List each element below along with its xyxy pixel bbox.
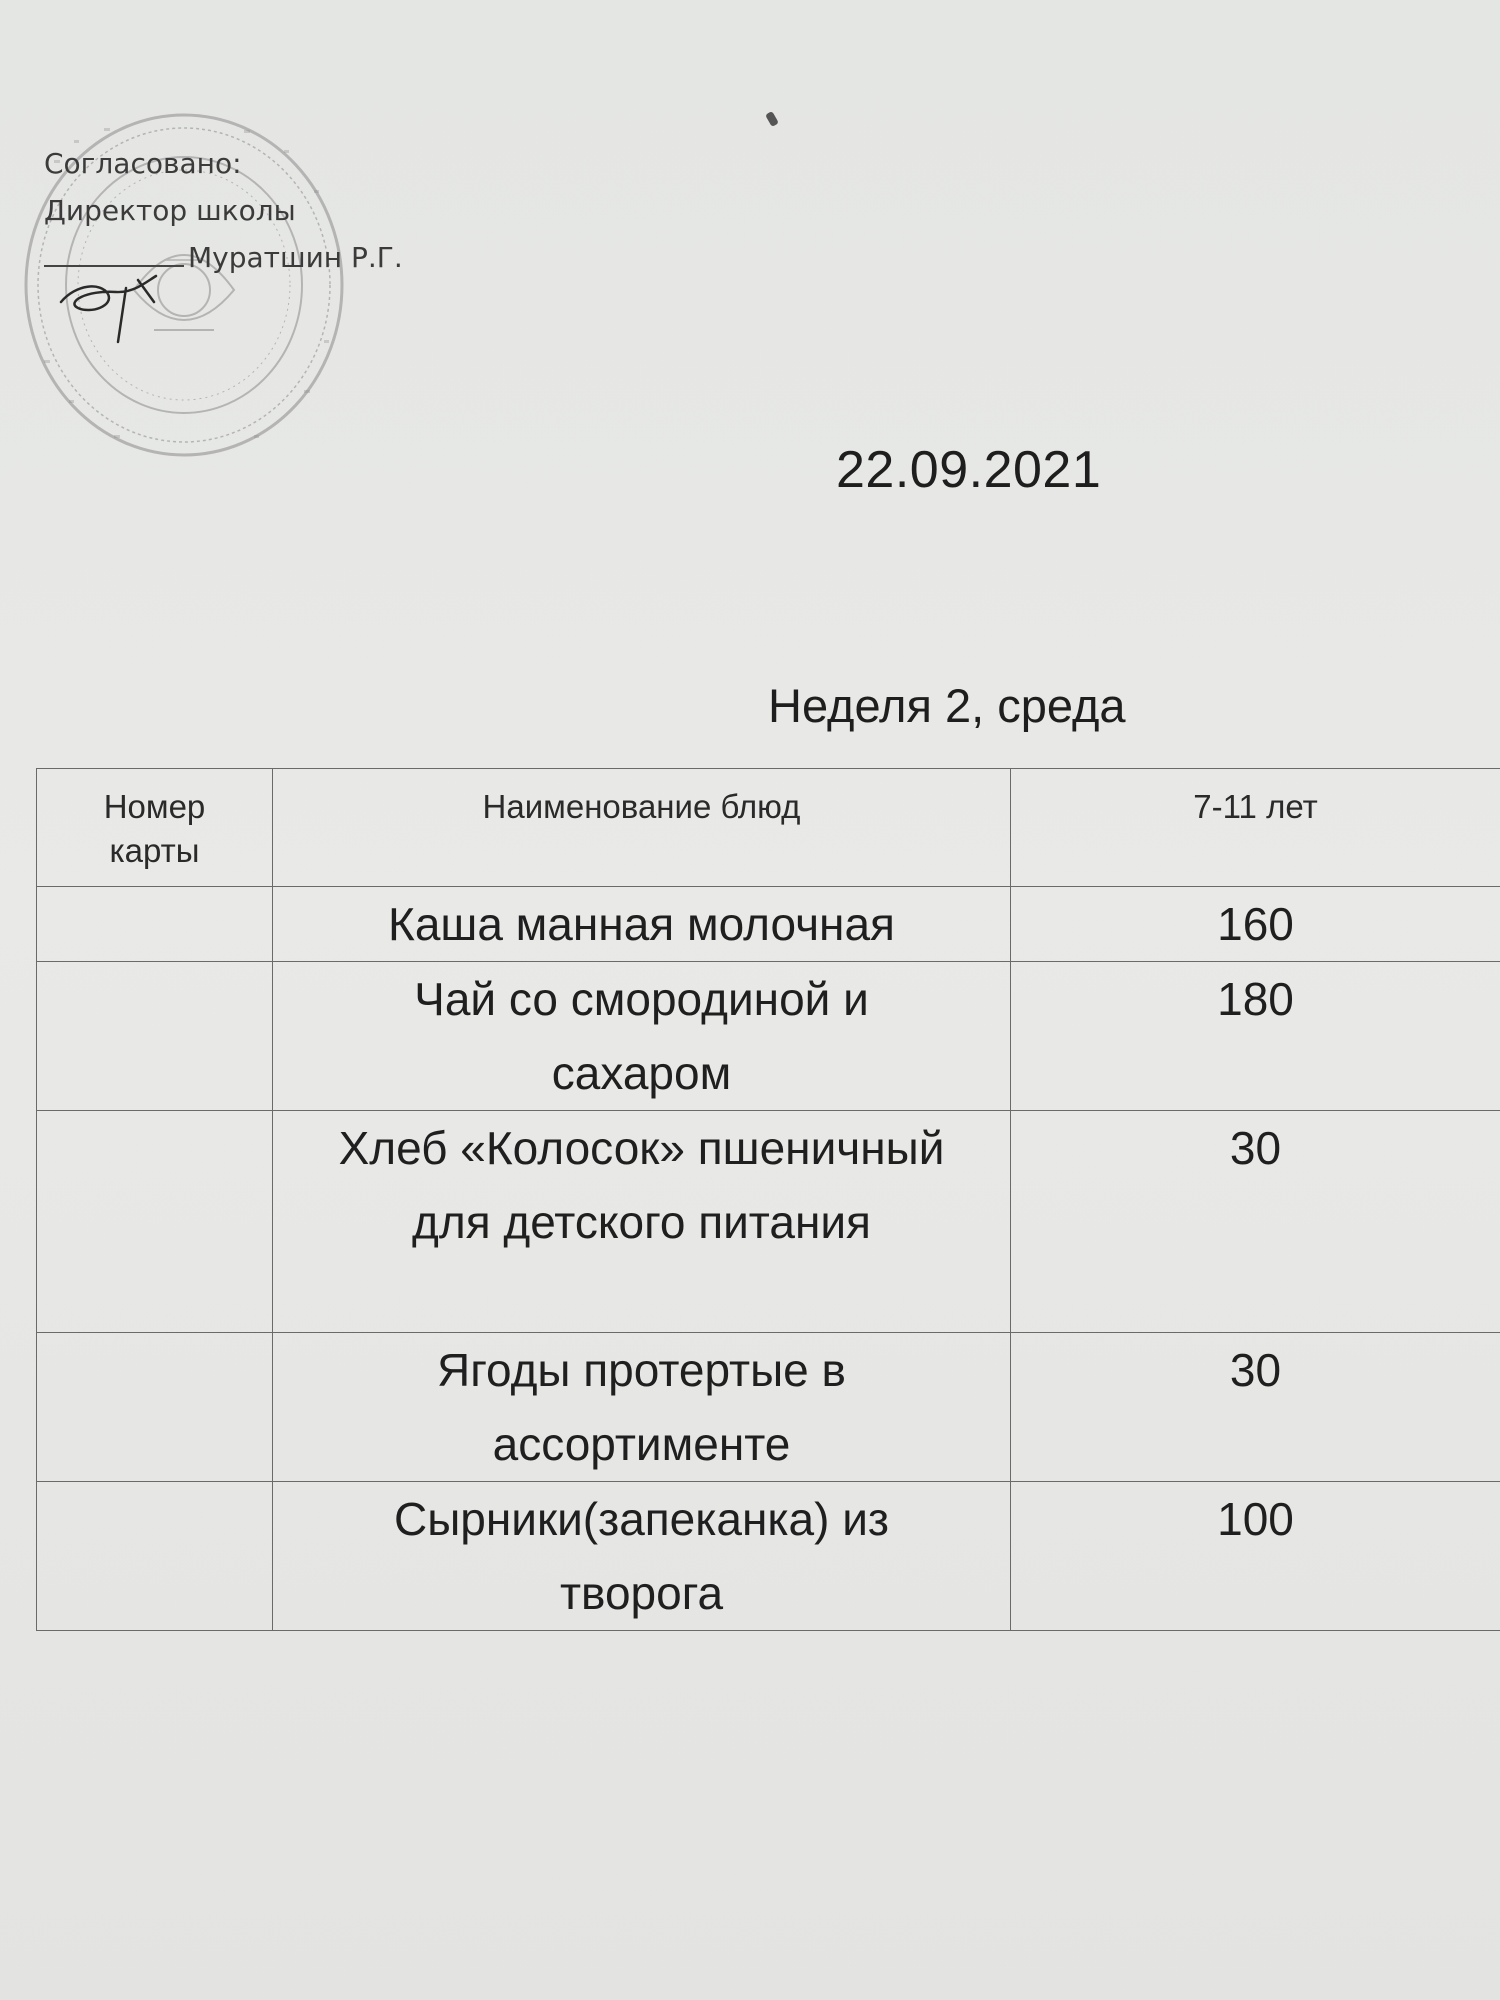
- table-row: [37, 962, 1500, 1111]
- portion-cell: 100: [1011, 1482, 1500, 1631]
- card-number-cell: [37, 1482, 273, 1631]
- dish-name-cell: Чай со смородиной и сахаром: [273, 962, 1011, 1111]
- dish-name-cell: Сырники(запеканка) из творога: [273, 1482, 1011, 1631]
- handwritten-signature: [56, 262, 176, 352]
- card-number-cell: [37, 1333, 273, 1482]
- week-day-label: Неделя 2, среда: [768, 679, 1126, 732]
- table-header-row: [37, 769, 1500, 887]
- approval-heading: Согласовано:: [44, 147, 242, 180]
- approval-signatory: Муратшин Р.Г.: [188, 241, 403, 274]
- portion-cell: 30: [1011, 1333, 1500, 1482]
- dish-name-cell: Хлеб «Колосок» пшеничный для детского питания: [273, 1111, 1011, 1333]
- card-number-cell: [37, 887, 273, 962]
- portion-cell: 160: [1011, 887, 1500, 962]
- portion-cell: 180: [1011, 962, 1500, 1111]
- menu-table: [36, 768, 1500, 1631]
- card-number-cell: [37, 962, 273, 1111]
- table-row: [37, 1333, 1500, 1482]
- approval-position: Директор школы: [44, 194, 296, 227]
- dish-name-cell: Ягоды протертые в ассортименте: [273, 1333, 1011, 1482]
- table-row: [37, 887, 1500, 962]
- table-row: [37, 1111, 1500, 1333]
- header-age-group: 7-11 лет: [1011, 769, 1500, 887]
- table-row: [37, 1482, 1500, 1631]
- header-dish-name: Наименование блюд: [273, 769, 1011, 887]
- header-card-number: Номер карты: [37, 769, 273, 887]
- menu-date: 22.09.2021: [836, 441, 1102, 499]
- dish-name-cell: Каша манная молочная: [273, 887, 1011, 962]
- portion-cell: 30: [1011, 1111, 1500, 1333]
- paper-speck: [765, 111, 779, 127]
- approval-block: [44, 140, 403, 281]
- card-number-cell: [37, 1111, 273, 1333]
